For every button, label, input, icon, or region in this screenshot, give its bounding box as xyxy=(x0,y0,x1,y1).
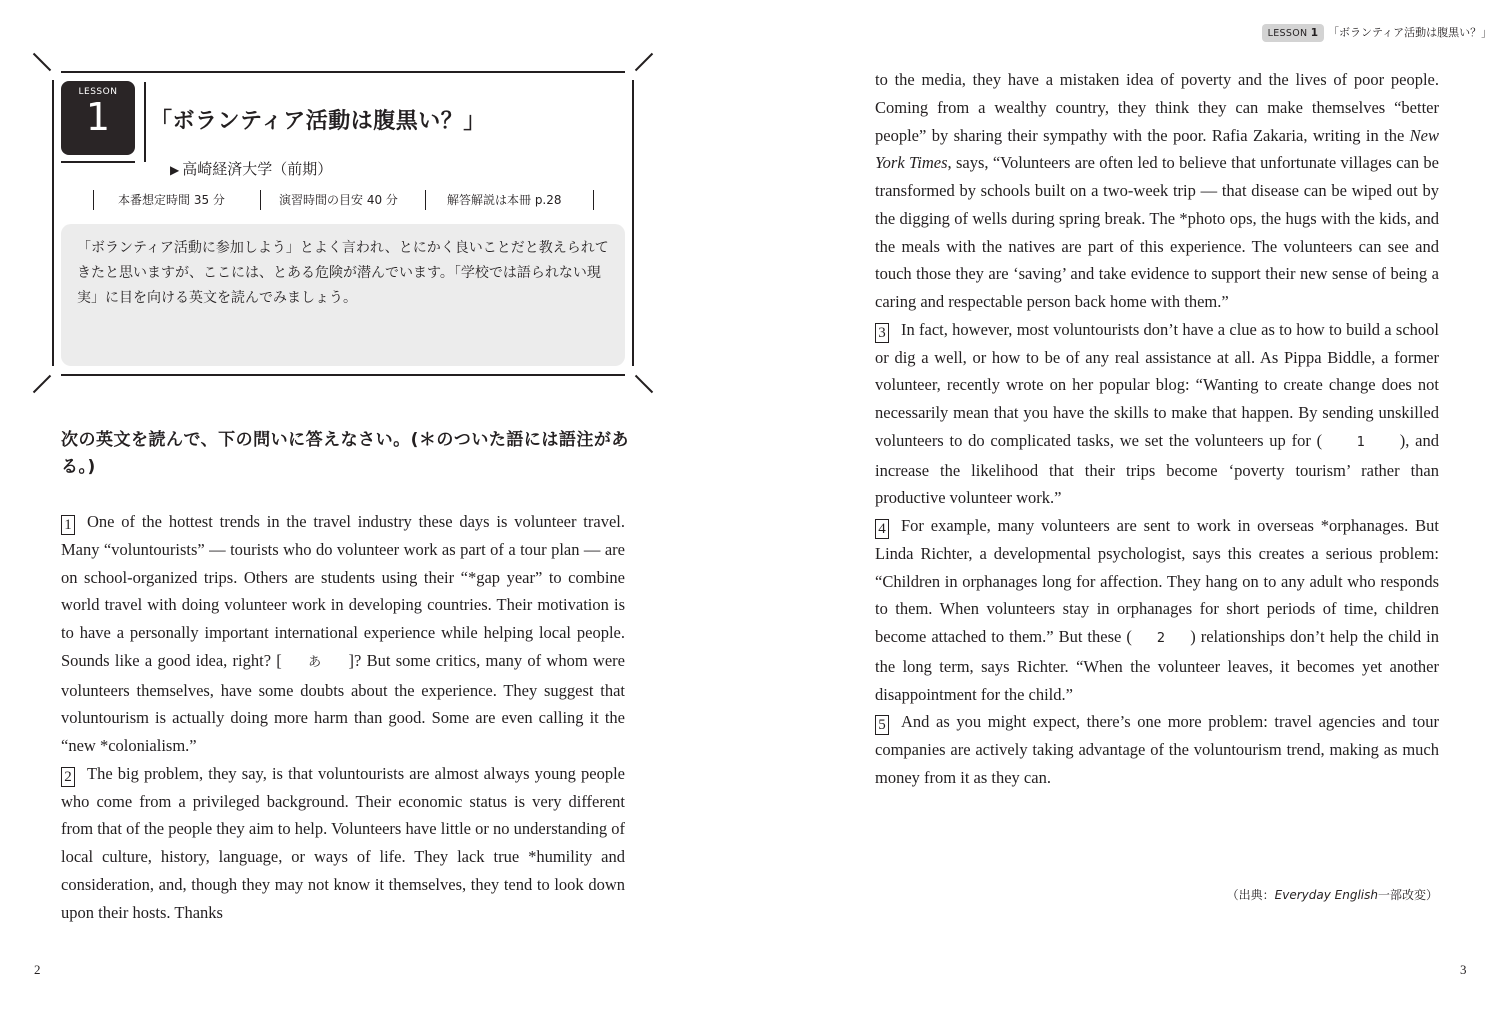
frame-bottom-line xyxy=(61,374,625,376)
paragraph-text: ]? But some critics, many of whom were volunteers themselves, have some doubts about the experience. They suggest that voluntourism is actually doing more harm than good. Some are even calling it the “new *colonialism.” xyxy=(61,650,625,755)
corner-mark-bl xyxy=(33,375,51,393)
header-lesson-number: 1 xyxy=(1310,27,1319,39)
paragraph-number: 5 xyxy=(875,715,889,735)
paragraph-4 xyxy=(875,512,1439,708)
blank-2: 2 xyxy=(1156,631,1166,646)
corner-mark-tr xyxy=(635,53,653,71)
paragraph-text: One of the hottest trends in the travel industry these days is volunteer travel. Many “voluntourists” — tourists who do volunteer work as part of a tour plan — are on school-organized trips. Others are students using their “*gap year” to combine world travel with doing volunteer work in developing countries. Their motivation is to have a personally important international experience while helping local people. Sounds like a good idea, right? [ xyxy=(61,512,625,670)
credit-prefix: （出典： xyxy=(1226,888,1275,902)
header-lesson-badge xyxy=(1262,24,1324,42)
frame-right-line xyxy=(632,80,634,366)
paragraph-number: 4 xyxy=(875,519,889,539)
page-number: 2 xyxy=(34,962,41,977)
paragraph-2 xyxy=(61,760,625,927)
paragraph-text: , says, “Volunteers are often led to believe that unfortunate villages can be transformed by schools built on a two-week trip — that disease can be wiped out by the digging of wells during spring break. The *photo ops, the hugs with the kids, and the meals with the natives are part of this experience. The volunteers can see and touch those they are ‘saving’ and take evidence to support their new sense of being a caring and respectable person back home with them.” xyxy=(875,153,1439,311)
paragraph-number: 3 xyxy=(875,323,889,343)
meta-exam-time: 本番想定時間 35 分 xyxy=(118,193,225,207)
meta-divider xyxy=(425,190,426,210)
corner-mark-tl xyxy=(33,53,51,71)
paragraph-text: ) relationships don’t help the child in the long term, says Richter. “When the volunteer leaves, it becomes yet another disappointment for the child.” xyxy=(875,627,1440,704)
source-credit xyxy=(1227,886,1438,903)
meta-answer-ref: 解答解説は本冊 p.28 xyxy=(447,193,562,207)
paragraph-number: 2 xyxy=(61,767,75,787)
badge-underline xyxy=(61,161,135,163)
paragraph-3 xyxy=(875,316,1439,512)
credit-suffix: 一部改変） xyxy=(1377,888,1438,902)
header-lesson-label: LESSON xyxy=(1267,28,1308,39)
blank-1: 1 xyxy=(1356,434,1366,450)
meta-divider xyxy=(260,190,261,210)
page-number: 3 xyxy=(1460,962,1467,977)
paragraph-5 xyxy=(875,708,1439,791)
paragraph-text: And as you might expect, there’s one more problem: travel agencies and tour companies are actively taking advantage of the voluntourism trend, making as much money from it as they can. xyxy=(875,712,1439,787)
paragraph-number: 1 xyxy=(61,515,75,535)
corner-mark-br xyxy=(635,375,653,393)
meta-practice-time: 演習時間の目安 40 分 xyxy=(279,193,398,207)
lesson-badge-label: LESSON xyxy=(78,87,118,97)
intro-text: 「ボランティア活動に参加しよう」とよく言われ、とにかく良いことだと教えられてきたと思いますが、ここには、とある危険が潜んでいます。「学校では語られない現実」に目を向ける英文を読んでみましょう。 xyxy=(77,240,609,306)
paragraph-1 xyxy=(61,508,625,760)
paragraph-text: The big problem, they say, is that voluntourists are almost always young people who come from a privileged background. Their economic status is very different from that of the people they aim to help. Volunteers have little or no understanding of local culture, history, language, or ways of life. They lack true *humility and consideration, and, though they may not know it themselves, they tend to look down upon their hosts. Thanks xyxy=(61,763,625,922)
paragraph-text: to the media, they have a mistaken idea of poverty and the lives of poor people. Coming from a wealthy country, they think they can make themselves “better people” by sharing their sympathy with the poor. Rafia Zakaria, writing in the xyxy=(875,70,1439,145)
triangle-right-icon: ▶ xyxy=(170,163,180,177)
lesson-title: 「ボランティア活動は腹黒い？」 xyxy=(150,109,486,134)
paragraph-text: In fact, however, most voluntourists don’t have a clue as to how to build a school or dig a well, or how to be of any real assistance at all. As Pippa Biddle, a former volunteer, recently wrote on her popular blog: “Wanting to create change does not necessarily mean that you have the skills to make that happen. By sending unskilled volunteers to do complicated tasks, we set the volunteers up for ( xyxy=(875,319,1439,450)
passage-left xyxy=(61,508,625,926)
meta-divider xyxy=(93,190,94,210)
lesson-badge xyxy=(61,81,135,155)
meta-divider xyxy=(593,190,594,210)
paragraph-text: ), and increase the likelihood that their trips become ‘poverty tourism’ rather than productive volunteer work.” xyxy=(875,430,1439,508)
paragraph-2-continued xyxy=(875,66,1439,316)
badge-separator xyxy=(144,82,146,162)
source-line xyxy=(170,158,332,179)
instruction: 次の英文を読んで、下の問いに答えなさい。(＊のついた語には語注がある。) xyxy=(61,430,629,477)
intro-box xyxy=(61,224,625,366)
passage-right xyxy=(875,66,1439,792)
credit-source: Everyday English xyxy=(1274,888,1378,902)
header-title: 「ボランティア活動は腹黒い？」 xyxy=(1328,26,1493,39)
newspaper-title: New York Times xyxy=(875,125,1439,173)
paragraph-text: For example, many volunteers are sent to work in overseas *orphanages. But Linda Richter, a developmental psychologist, says this creates a serious problem: “Children in orphanages long for affection. They hang on to any adult who responds to them. When volunteers stay in orphanages for short periods of time, children become attached to them.” But these ( xyxy=(875,516,1439,646)
frame-top-line xyxy=(61,71,625,73)
frame-left-line xyxy=(52,80,54,366)
lesson-badge-number: 1 xyxy=(85,95,111,139)
source-university: 高崎経済大学（前期） xyxy=(182,160,333,178)
blank-a: あ xyxy=(308,654,323,670)
right-page xyxy=(750,0,1500,1009)
